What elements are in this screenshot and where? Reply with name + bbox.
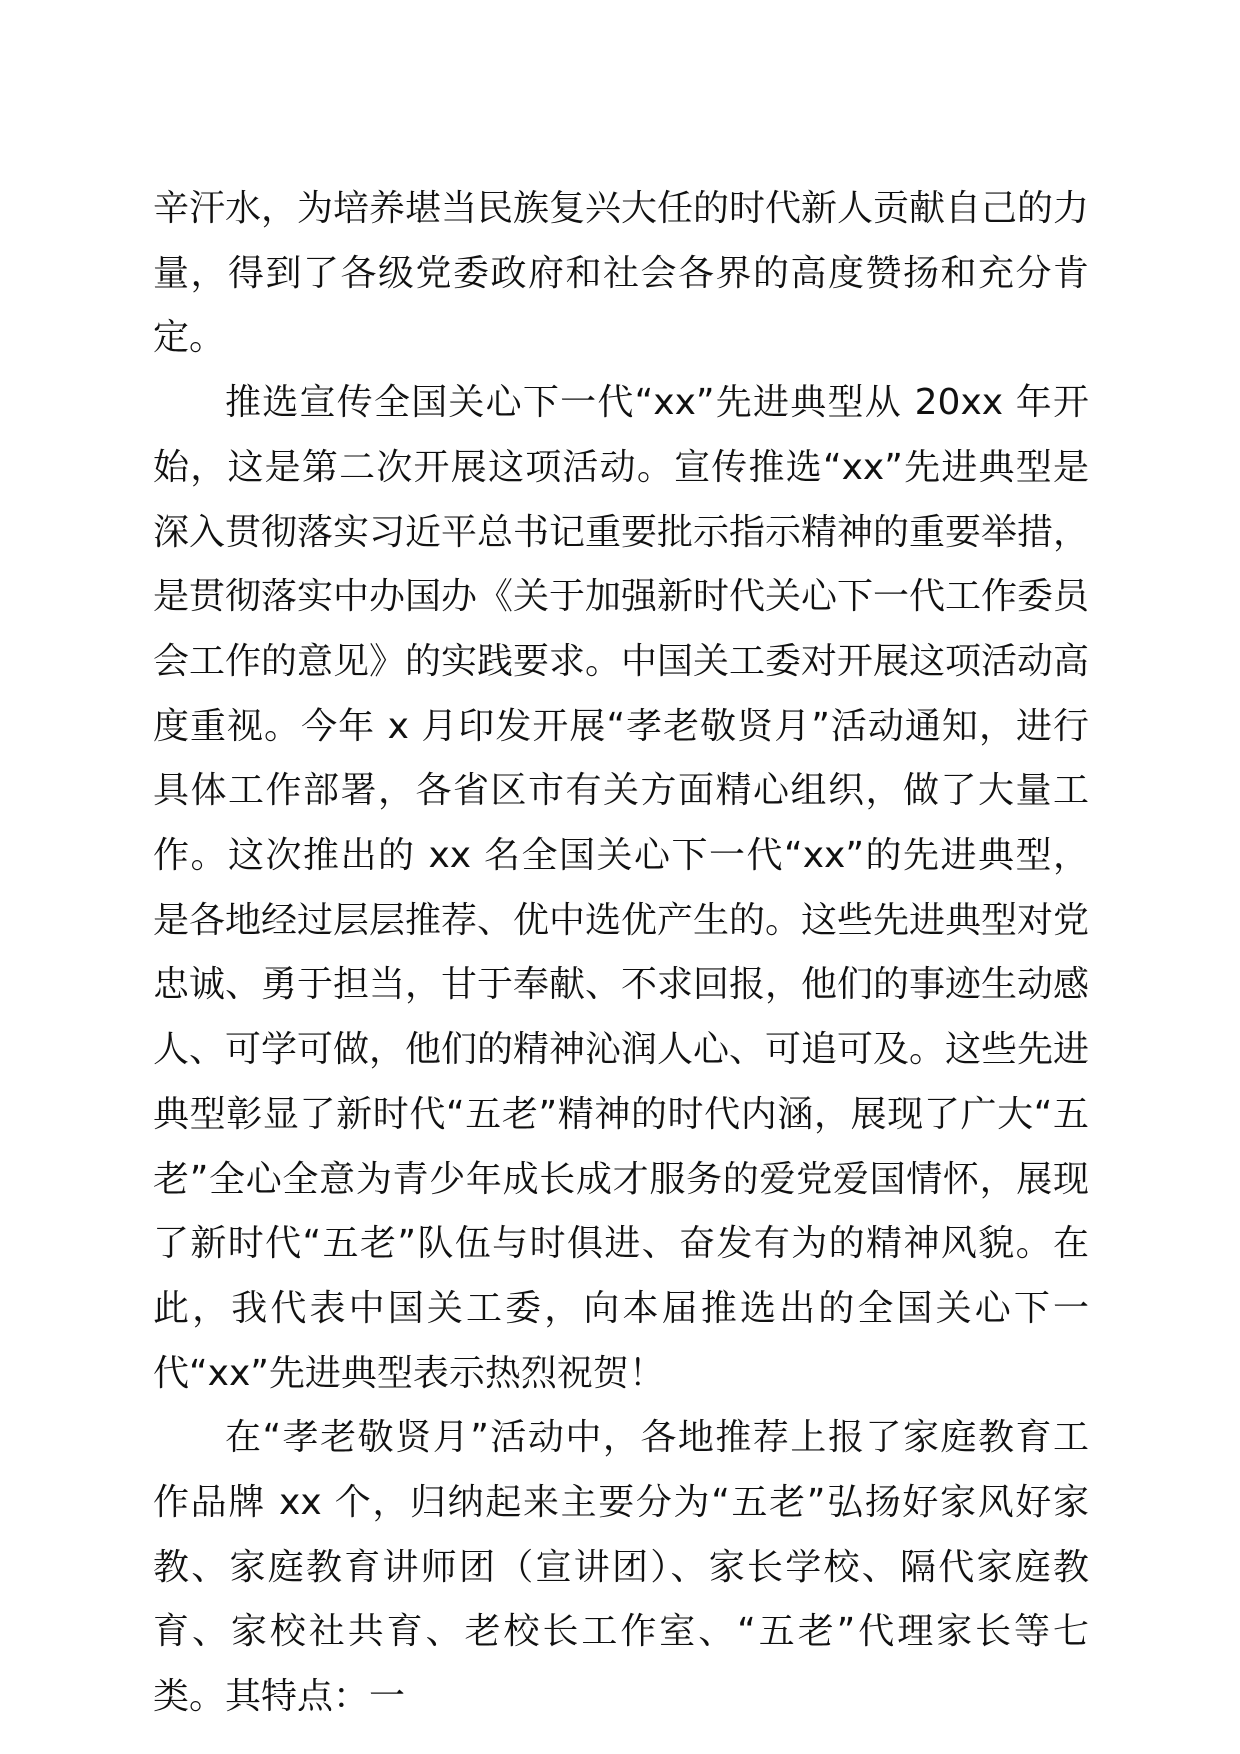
paragraph-family-education-brands: 在“孝老敬贤月”活动中，各地推荐上报了家庭教育工作品牌 xx 个，归纳起来主要分为“五老”弘扬好家风好家教、家庭教育讲师团（宣讲团）、家长学校、隔代家庭教育、家校社共育、老校长工作室、“五老”代理家长等七类。其特点：一 xyxy=(153,1417,1089,1718)
paragraph-selection-activity: 推选宣传全国关心下一代“xx”先进典型从 20xx 年开始，这是第二次开展这项活动。宣传推选“xx”先进典型是深入贯彻落实习近平总书记重要批示指示精神的重要举措，是贯彻落实中办国办《关于加强新时代关心下一代工作委员会工作的意见》的实践要求。中国关工委对开展这项活动高度重视。今年 x 月印发开展“孝老敬贤月”活动通知，进行具体工作部署，各省区市有关方面精心组织，做了大量工作。这次推出的 xx 名全国关心下一代“xx”的先进典型，是各地经过层层推荐、优中选优产生的。这些先进典型对党忠诚、勇于担当，甘于奉献、不求回报，他们的事迹生动感人、可学可做，他们的精神沁润人心、可追可及。这些先进典型彰显了新时代“五老”精神的时代内涵，展现了广大“五老”全心全意为青少年成长成才服务的爱党爱国情怀，展现了新时代“五老”队伍与时俱进、奋发有为的精神风貌。在此，我代表中国关工委，向本届推选出的全国关心下一代“xx”先进典型表示热烈祝贺！ xyxy=(153,382,1090,1394)
paragraph-continuation: 辛汗水，为培养堪当民族复兴大任的时代新人贡献自己的力量，得到了各级党委政府和社会各界的高度赞扬和充分肯定。 xyxy=(153,188,1090,359)
document-body xyxy=(153,177,1089,1730)
